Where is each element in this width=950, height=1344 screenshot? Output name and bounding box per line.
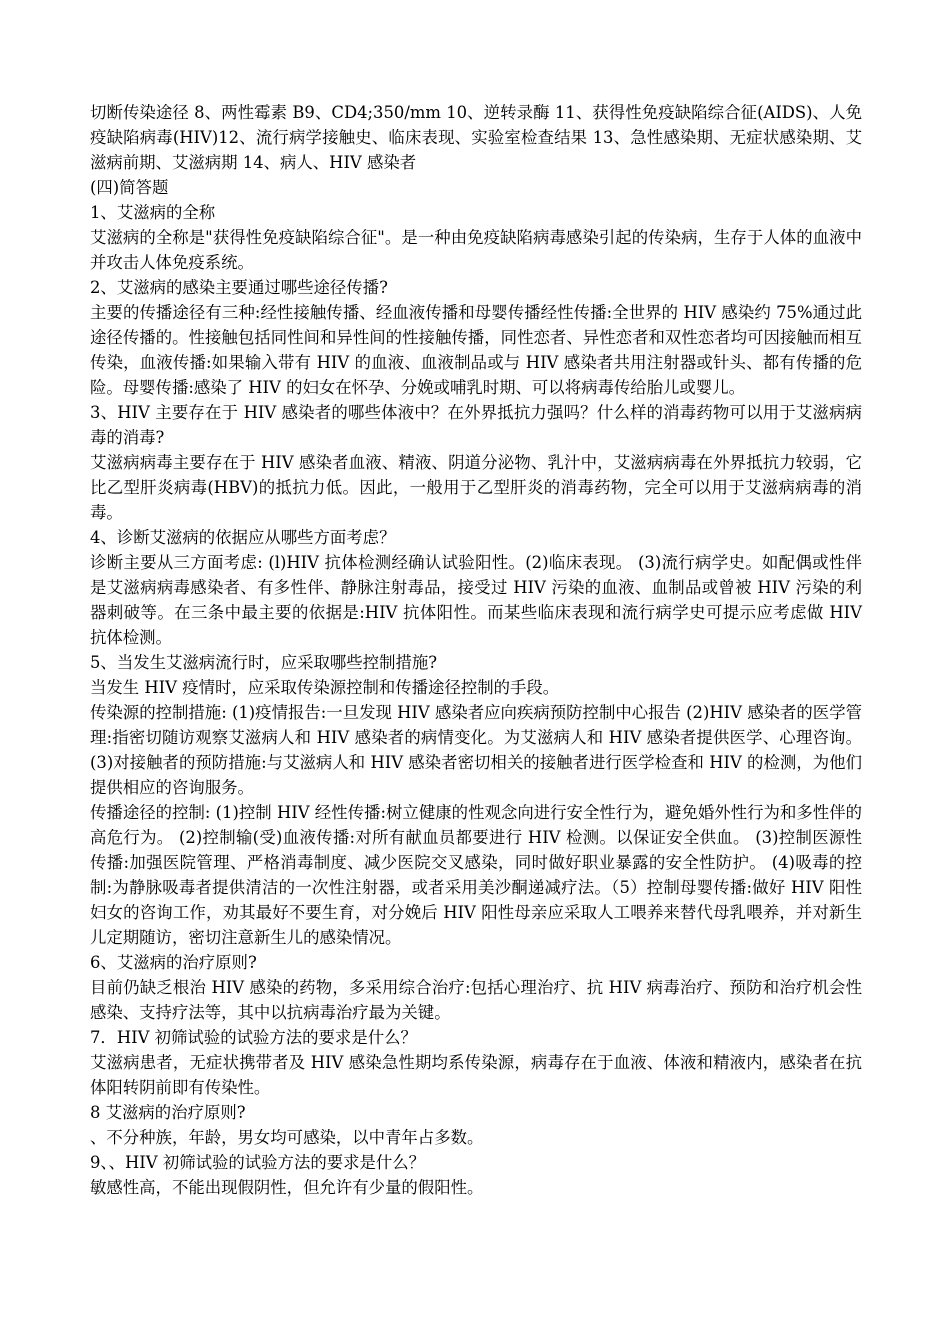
answer-5-source-control: 传染源的控制措施: (1)疫情报告:一旦发现 HIV 感染者应向疾病预防控制中心报告 (2)HIV 感染者的医学管理:指密切随访观察艾滋病人和 HIV 感染者的病情变化。为艾滋病人和 HIV 感染者提供医学、心理咨询。 (3)对接触者的预防措施:与艾滋病人和 HIV 感染者密切相关的接触者进行医学检查和 HIV 的检测，为他们提供相应的咨询服务。 [90, 703, 862, 797]
question-6: 6、艾滋病的治疗原则? [90, 953, 257, 972]
answer-4: 诊断主要从三方面考虑: (l)HIV 抗体检测经确认试验阳性。(2)临床表现。 (3)流行病学史。如配偶或性伴是艾滋病病毒感染者、有多性伴、静脉注射毒品，接受过 HIV 污染的血液、血制品或曾被 HIV 污染的利器刺破等。在三条中最主要的依据是:HIV 抗体阳性。而某些临床表现和流行病学史可提示应考虑做 HIV 抗体检测。 [90, 553, 862, 647]
question-1: 1、艾滋病的全称 [90, 203, 216, 222]
question-3: 3、HIV 主要存在于 HIV 感染者的哪些体液中？在外界抵抗力强吗？什么样的消毒药物可以用于艾滋病病毒的消毒? [90, 403, 862, 447]
answer-1: 艾滋病的全称是"获得性免疫缺陷综合征"。是一种由免疫缺陷病毒感染引起的传染病，生存于人体的血液中并攻击人体免疫系统。 [90, 228, 862, 272]
answer-7: 艾滋病患者，无症状携带者及 HIV 感染急性期均系传染源，病毒存在于血液、体液和精液内，感染者在抗体阳转阴前即有传染性。 [90, 1053, 862, 1097]
glossary-answers-paragraph: 切断传染途径 8、两性霉素 B9、CD4;350/mm 10、逆转录酶 11、获得性免疫缺陷综合征(AIDS)、人免疫缺陷病毒(HIV)12、流行病学接触史、临床表现、实验室检查结果 13、急性感染期、无症状感染期、艾滋病前期、艾滋病期 14、病人、HIV 感染者 [90, 103, 862, 172]
question-5: 5、当发生艾滋病流行时，应采取哪些控制措施? [90, 653, 438, 672]
answer-6: 目前仍缺乏根治 HIV 感染的药物，多采用综合治疗:包括心理治疗、抗 HIV 病毒治疗、预防和治疗机会性感染、支持疗法等，其中以抗病毒治疗最为关键。 [90, 978, 862, 1022]
answer-9: 敏感性高，不能出现假阴性，但允许有少量的假阳性。 [90, 1178, 484, 1197]
question-8: 8 艾滋病的治疗原则? [90, 1103, 246, 1122]
section-heading-short-answer: (四)简答题 [90, 178, 169, 197]
document-body [90, 100, 862, 1200]
answer-3: 艾滋病病毒主要存在于 HIV 感染者血液、精液、阴道分泌物、乳汁中，艾滋病病毒在外界抵抗力较弱，它比乙型肝炎病毒(HBV)的抵抗力低。因此，一般用于乙型肝炎的消毒药物，完全可以用于艾滋病病毒的消毒。 [90, 453, 862, 522]
question-7: 7．HIV 初筛试验的试验方法的要求是什么？ [90, 1028, 417, 1047]
question-2: 2、艾滋病的感染主要通过哪些途径传播? [90, 278, 388, 297]
question-4: 4、诊断艾滋病的依据应从哪些方面考虑？ [90, 528, 396, 547]
answer-5-intro: 当发生 HIV 疫情时，应采取传染源控制和传播途径控制的手段。 [90, 678, 560, 697]
answer-8: 、不分种族，年龄，男女均可感染，以中青年占多数。 [90, 1128, 484, 1147]
answer-5-route-control: 传播途径的控制: (1)控制 HIV 经性传播:树立健康的性观念向进行安全性行为，避免婚外性行为和多性伴的高危行为。 (2)控制输(受)血液传播:对所有献血员都要进行 HIV 检测。以保证安全供血。 (3)控制医源性传播:加强医院管理、严格消毒制度、减少医院交叉感染，同时做好职业暴露的安全性防护。 (4)吸毒的控制:为静脉吸毒者提供清洁的一次性注射器，或者采用美沙酮递减疗法。（5）控制母婴传播:做好 HIV 阳性妇女的咨询工作，劝其最好不要生育，对分娩后 HIV 阳性母亲应采取人工喂养来替代母乳喂养，并对新生儿定期随访，密切注意新生儿的感染情况。 [90, 803, 862, 947]
answer-2: 主要的传播途径有三种:经性接触传播、经血液传播和母婴传播经性传播:全世界的 HIV 感染约 75%通过此途径传播的。性接触包括同性间和异性间的性接触传播，同性恋者、异性恋者和双性恋者均可因接触而相互传染，血液传播:如果输入带有 HIV 的血液、血液制品或与 HIV 感染者共用注射器或针头、都有传播的危险。母婴传播:感染了 HIV 的妇女在怀孕、分娩或哺乳时期、可以将病毒传给胎儿或婴儿。 [90, 303, 862, 397]
question-9: 9、、HIV 初筛试验的试验方法的要求是什么？ [90, 1153, 426, 1172]
